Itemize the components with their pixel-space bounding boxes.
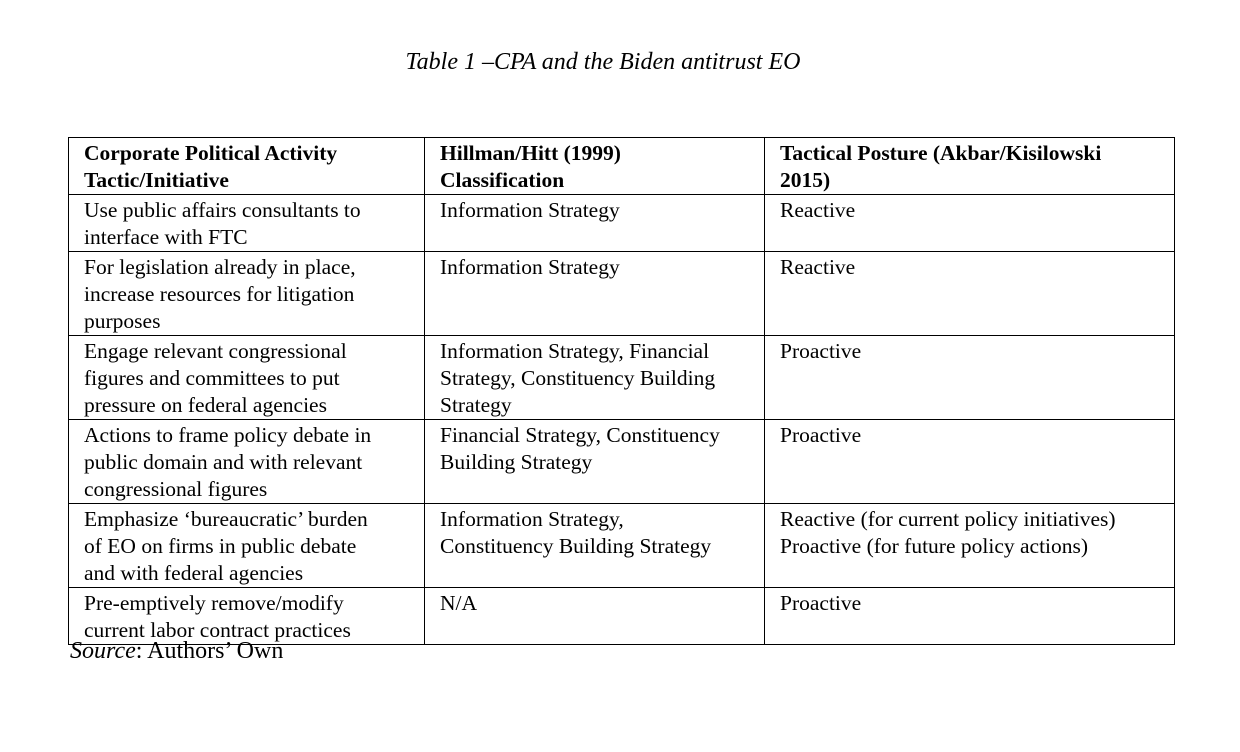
cell-text: of EO on firms in public debate [84,534,357,558]
table-row [69,420,1175,504]
cell-text: Financial Strategy, Constituency [440,423,720,447]
table-cell [765,195,1175,252]
cell-text: pressure on federal agencies [84,393,327,417]
cell-text: figures and committees to put [84,366,340,390]
cell-text: Reactive [780,198,856,222]
header-text: Tactical Posture (Akbar/Kisilowski [780,141,1102,165]
cell-text: Information Strategy [440,255,620,279]
table-caption: Table 1 –CPA and the Biden antitrust EO [405,49,801,75]
table-cell [425,336,765,420]
cell-text: Reactive (for current policy initiatives) [780,507,1116,531]
cell-text: congressional figures [84,477,268,501]
header-text: Hillman/Hitt (1999) [440,141,621,165]
cell-text: Proactive (for future policy actions) [780,534,1089,558]
header-cell-tactic [69,138,425,195]
table-row [69,504,1175,588]
cell-text: purposes [84,309,161,333]
header-cell-posture [765,138,1175,195]
cell-text: Strategy, Constituency Building [440,366,716,390]
table-cell [425,504,765,588]
table-cell [425,252,765,336]
cell-text: Building Strategy [440,450,593,474]
header-cell-classification [425,138,765,195]
cell-text: Proactive [780,423,862,447]
cell-text: Emphasize ‘bureaucratic’ burden [84,507,368,531]
cell-text: current labor contract practices [84,618,351,642]
table-cell [765,336,1175,420]
table-row [69,336,1175,420]
cell-text: Constituency Building Strategy [440,534,712,558]
source-note [70,636,283,666]
cell-text: and with federal agencies [84,561,304,585]
cell-text: Actions to frame policy debate in [84,423,372,447]
cell-text: increase resources for litigation [84,282,355,306]
table-cell [765,588,1175,645]
cell-text: Proactive [780,339,862,363]
cell-text: N/A [440,591,478,615]
cell-text: Proactive [780,591,862,615]
cell-text: Reactive [780,255,856,279]
header-text: 2015) [780,168,831,192]
table-cell [765,504,1175,588]
cell-text: Engage relevant congressional [84,339,347,363]
table-cell [69,420,425,504]
cell-text: Information Strategy [440,198,620,222]
header-text: Tactic/Initiative [84,168,229,192]
table-cell [765,252,1175,336]
table-cell [425,588,765,645]
table-header-row [69,138,1175,195]
cell-text: Use public affairs consultants to [84,198,361,222]
cell-text: Information Strategy, Financial [440,339,710,363]
table-cell [425,420,765,504]
header-text: Corporate Political Activity [84,141,338,165]
cell-text: public domain and with relevant [84,450,363,474]
table-cell [69,504,425,588]
table-cell [69,252,425,336]
source-label: Source [70,638,136,664]
table-cell [425,195,765,252]
cell-text: Information Strategy, [440,507,624,531]
table-row [69,195,1175,252]
cell-text: interface with FTC [84,225,248,249]
table-cell [765,420,1175,504]
table-cell [69,336,425,420]
header-text: Classification [440,168,565,192]
cell-text: Strategy [440,393,512,417]
table-row [69,252,1175,336]
table-cell [69,195,425,252]
cell-text: Pre-emptively remove/modify [84,591,344,615]
cell-text: For legislation already in place, [84,255,356,279]
cpa-table [68,137,1175,645]
source-text: : Authors’ Own [135,638,284,664]
